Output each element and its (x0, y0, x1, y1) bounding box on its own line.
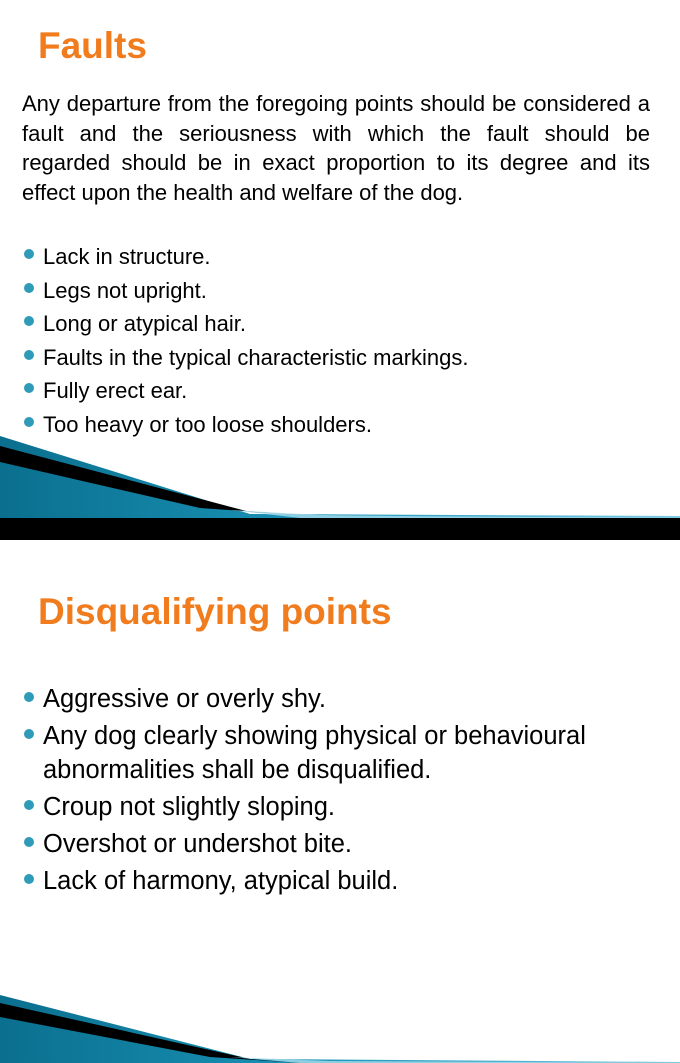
decorative-swoosh (0, 973, 680, 1063)
list-item (22, 374, 650, 408)
list-item-text: Croup not slightly sloping. (43, 793, 335, 821)
bullet-icon (24, 283, 34, 293)
list-item (22, 240, 650, 274)
slide-separator (0, 518, 680, 540)
faults-bullet-list (22, 240, 650, 441)
list-item-text: Long or atypical hair. (43, 311, 247, 336)
list-item (22, 790, 652, 824)
faults-intro-paragraph: Any departure from the foregoing points should be considered a fault and the seriousness with which the fault should be regarded should be in exact proportion to its degree and its effect upon the health and welfare of the dog. (22, 91, 650, 205)
list-item (22, 827, 652, 861)
list-item-text: Aggressive or overly shy. (43, 685, 326, 713)
list-item (22, 307, 650, 341)
list-item (22, 274, 650, 308)
list-item-text: Any dog clearly showing physical or behavioural abnormalities shall be disqualified. (43, 722, 586, 784)
list-item-text: Overshot or undershot bite. (43, 830, 353, 858)
list-item-text: Too heavy or too loose shoulders. (43, 411, 372, 437)
bullet-icon (24, 874, 34, 884)
list-item (22, 864, 652, 898)
disqualifying-bullet-list (22, 682, 652, 901)
list-item-text: Lack in structure. (43, 244, 211, 269)
bullet-icon (24, 316, 34, 326)
faults-slide (0, 0, 680, 518)
list-item-text: Legs not upright. (43, 277, 207, 303)
list-item-text: Faults in the typical characteristic markings. (43, 344, 469, 370)
bullet-icon (24, 417, 34, 427)
list-item-text: Fully erect ear. (43, 378, 188, 403)
list-item (22, 719, 652, 787)
list-item-text: Lack of harmony, atypical build. (43, 867, 399, 895)
bullet-icon (24, 837, 34, 847)
bullet-icon (24, 729, 34, 739)
bullet-icon (24, 249, 34, 259)
decorative-swoosh (0, 428, 680, 518)
bullet-icon (24, 692, 34, 702)
bullet-icon (24, 800, 34, 810)
list-item (22, 682, 652, 716)
faults-title: Faults (38, 25, 147, 66)
list-item (22, 341, 650, 375)
disqualifying-title: Disqualifying points (38, 591, 392, 632)
bullet-icon (24, 383, 34, 393)
bullet-icon (24, 350, 34, 360)
